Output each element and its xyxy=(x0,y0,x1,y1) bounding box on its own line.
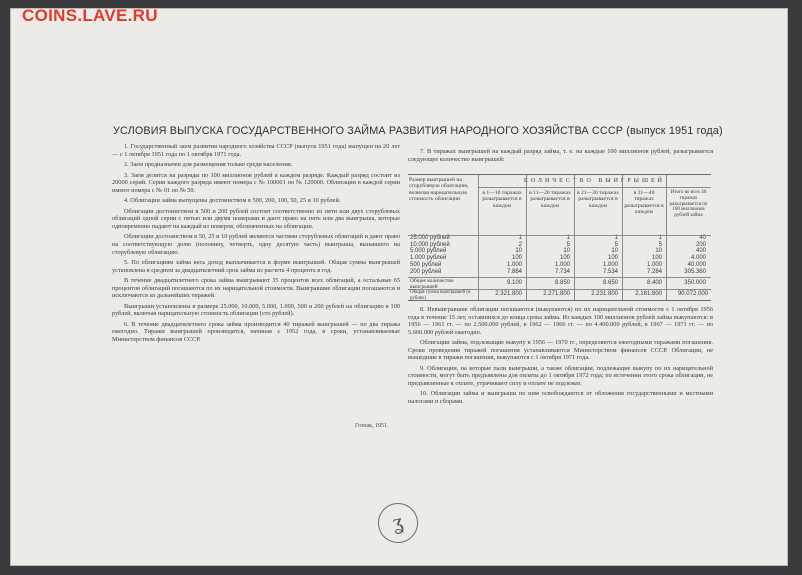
table-header-cell: в 21—30 тиражах разыгрывается в каждом xyxy=(576,190,620,209)
table-header-cell: в 31—40 тиражах разыгрывается в каждом xyxy=(624,190,664,216)
table-cell: 2.231.800 xyxy=(591,291,618,297)
table-cell: 10.000 рублей xyxy=(410,241,450,248)
table-cell: 8.400 xyxy=(646,280,662,286)
table-cell: 200 xyxy=(695,241,706,248)
table-cell: 1 xyxy=(658,235,662,241)
table-cell: 25.000 рублей xyxy=(410,235,450,241)
table-cell: 1.000 xyxy=(554,261,570,268)
table-cell-group xyxy=(526,235,570,275)
table-cell: 40.000 xyxy=(687,261,706,268)
table-header-cell: в 1—10 тиражах разыгрывается в каждом xyxy=(482,190,522,209)
table-cell: 350.000 xyxy=(684,280,706,286)
table-cell: 5.000 рублей xyxy=(410,248,447,255)
condition-paragraph: Выигрыши установлены в размере 25.000, 10.000, 5.000, 1.000, 500 и 200 рублей на облигацию в 100 рублей, включая нарицательную стоимость облигации (сто рублей). xyxy=(112,302,400,318)
table-row-label: Общее количество выигрышей xyxy=(410,278,454,291)
table-cell: 7.884 xyxy=(506,268,522,275)
table-cell: 90.072.000 xyxy=(677,291,708,297)
page-title: УСЛОВИЯ ВЫПУСКА ГОСУДАРСТВЕННОГО ЗАЙМА РАЗВИТИЯ НАРОДНОГО ХОЗЯЙСТВА СССР (выпуск 1951 года) xyxy=(113,125,723,137)
table-cell: 200 рублей xyxy=(410,268,442,275)
table-cell: 500 рублей xyxy=(410,261,442,268)
table-cell: 100 xyxy=(651,255,662,262)
table-cell-group xyxy=(666,235,706,275)
table-cell-group xyxy=(574,235,618,275)
table-cell: 1.000 xyxy=(506,261,522,268)
table-cell: 1.000 xyxy=(602,261,618,268)
table-cell: 1 xyxy=(614,235,618,241)
printer-mark: Гознак, 1951. xyxy=(355,423,389,429)
condition-paragraph: 1. Государственный заем развития народного хозяйства СССР (выпуск 1951 года) выпущен на 20 лет — с 1 октября 1951 года по 1 октября 1971 года. xyxy=(112,143,400,158)
condition-paragraph: Облигации займа, подлежащие выкупу в 1956 — 1970 гг., определяются ежегодными тиражами погашения. Сроки проведения тиражей погашения устанавливаются Министерством финансов СССР. Облигации, не вышедшие в тиражи погашения, выкупаются с 1 октября 1971 года. xyxy=(408,339,713,362)
table-header-cell: Размер выигрышей на стоpyблевую облигацию, включая нарицательную стоимость облигации xyxy=(409,177,469,203)
table-cell-group xyxy=(410,235,476,275)
table-cell: 10 xyxy=(563,248,570,255)
table-cell: 2.181.800 xyxy=(635,291,662,297)
condition-paragraph: 3. Заем делится на разряды по 100 миллионов рублей в каждом разряде. Каждый разряд состоит из 20000 серий. Серии каждого разряда имеют номера с № 100001 по № 120000. Облигации в каждой серии имеют номера с № 01 по № 50. xyxy=(112,171,400,194)
table-cell: 10 xyxy=(515,248,522,255)
table-cell: 2.271.800 xyxy=(543,291,570,297)
condition-paragraph: 8. Невыигравшие облигации погашаются (выкупаются) по их нарицательной стоимости с 1 октября 1956 года в течение 15 лет, оставшихся до конца срока займа. Из каждых 100 миллионов рублей займа выкупаются: в 1956 — 1961 гг. — по 2.500.000 рублей, в 1962 — 1966 гг. — по 4.400.000 рублей, в 1967 — 1971 гг. — по 5.600.000 рублей ежегодно. xyxy=(408,306,713,336)
table-divider xyxy=(408,235,711,236)
table-cell: 5 xyxy=(566,241,570,248)
table-cell: 10 xyxy=(611,248,618,255)
table-cell: 5 xyxy=(614,241,618,248)
table-cell-group xyxy=(622,235,662,275)
condition-paragraph: 5. По облигациям займа весь доход выплачивается в форме выигрышей. Общая сумма выигрышей установлена в среднем за двадцатилетний срок займа из расчета 4 процента в год. xyxy=(112,259,400,274)
table-cell: 100 xyxy=(607,255,618,262)
table-cell: 1 xyxy=(518,235,522,241)
table-cell: 305.360 xyxy=(684,268,706,275)
condition-paragraph: 9. Облигации, на которые пали выигрыши, а также облигации, подлежащие выкупу по их нарицательной стоимости, могут быть предъявлены для оплаты до 1 октября 1972 года; по истечении этого срока облигации, не предъявленные к оплате, утрачивают силу и оплате не подлежат. xyxy=(408,364,713,387)
condition-paragraph: 6. В течение двадцатилетнего срока займа производится 40 тиражей выигрышей — по два тиража ежегодно. Тиражи выигрышей производятся, начиная с 1952 года, в сроки, устанавливаемые Министерством финансов СССР. xyxy=(112,320,400,344)
table-cell: 7.284 xyxy=(646,268,662,275)
table-group-header: КОЛИЧЕСТВО ВЫИГРЫШЕЙ xyxy=(478,175,711,188)
table-cell: 5 xyxy=(658,241,662,248)
conditions-left-column xyxy=(112,143,400,347)
prize-table xyxy=(408,174,711,301)
table-header-cell: в 11—20 тиражах разыгрывается в каждом xyxy=(529,190,571,209)
table-cell: 400 xyxy=(695,248,706,255)
handwritten-stamp: ʓ xyxy=(374,499,421,546)
table-cell-group xyxy=(478,235,522,275)
condition-paragraph: 7. В тиражах выигрышей на каждый разряд займа, т. е. на каждые 100 миллионов рублей, разыгрывается следующее количество выигрышей: xyxy=(408,148,713,163)
condition-paragraph: В течение двадцатилетнего срока займа выигрывают 35 процентов всех облигаций, а остальные 65 процентов облигаций погашаются по их нарицательной стоимости. Выигравшие облигации погашаются и исключаются из дальнейших тиражей. xyxy=(112,277,400,300)
table-cell: 9.100 xyxy=(506,280,522,286)
conditions-right-column xyxy=(408,306,713,409)
table-cell: 10 xyxy=(655,248,662,255)
table-header-cell: Итого во всех 40 тиражах разыгрывается по 100 миллионов рублей займа xyxy=(669,190,708,218)
table-cell: 2 xyxy=(518,241,522,248)
condition-paragraph: 4. Облигации займа выпущены достоинством в 500, 200, 100, 50, 25 и 10 рублей. xyxy=(124,197,341,205)
condition-paragraph: 2. Заем предназначен для размещения только среди населения. xyxy=(124,161,293,169)
table-cell: 4.000 xyxy=(690,255,706,262)
condition-paragraph: Облигации достоинством в 500 и 200 рублей состоят соответственно из пяти или двух сторублевых облигаций одной серии с пятью или двумя номерами и дают право на пять или два выигрыша, которые одновременно падают на каждый из номеров, обозначенных на облигации. xyxy=(112,207,400,230)
table-cell: 1.000 рублей xyxy=(410,255,447,262)
site-watermark: COINS.LAVE.RU xyxy=(22,6,158,25)
table-cell: 1 xyxy=(566,235,570,241)
table-cell: 40 xyxy=(699,235,706,241)
table-cell: 7.534 xyxy=(602,268,618,275)
table-cell: 8.650 xyxy=(602,280,618,286)
conditions-right-intro xyxy=(408,148,713,166)
table-cell: 2.321.800 xyxy=(495,291,522,297)
condition-paragraph: Облигации достоинством в 50, 25 и 10 рублей являются частями стоpyблевых облигаций и дают право на соответствующую долю (половину, четверть, одну десятую часть) выигрыша, выпавшего на стоpyблевую облигацию. xyxy=(112,233,400,256)
condition-paragraph: 10. Облигации займа и выигрыши по ним освобождаются от обложения государственными и местными налогами и сборами. xyxy=(408,390,713,406)
table-cell: 7.734 xyxy=(554,268,570,275)
table-cell: 8.850 xyxy=(554,280,570,286)
table-cell: 100 xyxy=(511,255,522,262)
table-cell: 100 xyxy=(559,255,570,262)
table-cell: 1.000 xyxy=(646,261,662,268)
table-row-label: Общая сумма выигрышей (в рублях) xyxy=(410,290,471,301)
